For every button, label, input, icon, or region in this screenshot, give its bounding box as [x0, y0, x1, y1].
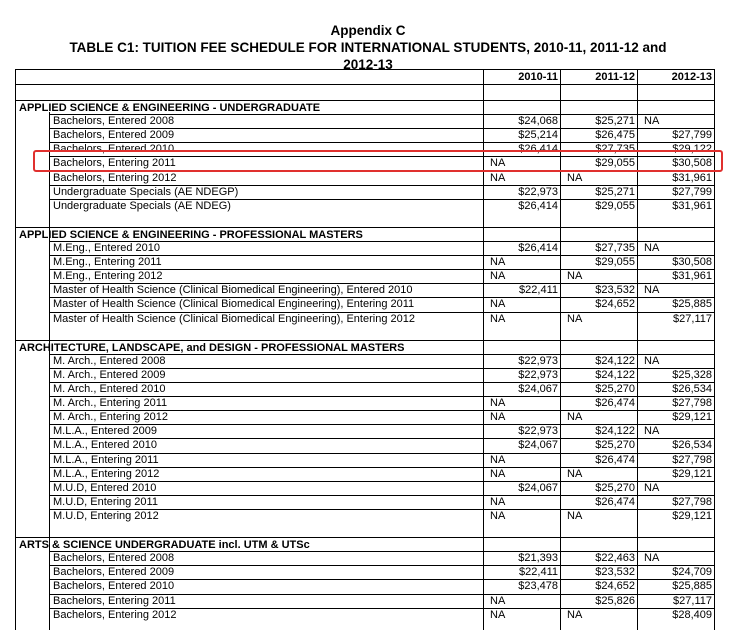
fee-cell-2010-11: NA [490, 312, 506, 325]
table-row [16, 608, 714, 622]
table-row [16, 114, 714, 128]
section-title: APPLIED SCIENCE & ENGINEERING - UNDERGRADUATE [19, 102, 321, 114]
fee-cell-2011-12: $24,122 [595, 368, 635, 381]
fee-cell-2010-11: NA [490, 495, 506, 508]
table-row [16, 171, 714, 185]
section-header [16, 340, 714, 355]
program-label: Bachelors, Entered 2010 [53, 143, 175, 156]
fee-cell-2010-11: $22,973 [518, 185, 558, 198]
fee-cell-2012-13: $29,121 [672, 411, 712, 424]
fee-cell-2011-12: NA [567, 467, 583, 480]
fee-cell-2012-13: $28,409 [672, 608, 712, 621]
fee-cell-2012-13: $31,961 [672, 270, 712, 283]
program-label: M. Arch., Entered 2008 [53, 354, 166, 367]
fee-cell-2011-12: $29,055 [595, 199, 635, 212]
fee-cell-2012-13: $25,885 [672, 298, 712, 311]
fee-cell-2010-11: $26,414 [518, 242, 558, 254]
fee-cell-2010-11: $24,067 [518, 481, 558, 494]
fee-cell-2011-12: $24,122 [595, 354, 635, 367]
table-row [16, 312, 714, 326]
table-row [16, 396, 714, 410]
fee-cell-2011-12: $27,735 [595, 143, 635, 156]
fee-cell-2010-11: $26,414 [518, 199, 558, 212]
fee-cell-2010-11: NA [490, 594, 506, 607]
table-row [16, 438, 714, 452]
fee-cell-2011-12: $25,271 [595, 185, 635, 198]
program-label: M. Arch., Entering 2011 [53, 397, 168, 410]
fee-cell-2012-13: NA [644, 115, 660, 128]
column-header-2010-11: 2010-11 [518, 71, 558, 83]
program-label: M. Arch., Entered 2010 [53, 383, 166, 395]
table-row [16, 453, 714, 467]
fee-cell-2010-11: $22,973 [518, 425, 558, 438]
program-label: M.Eng., Entering 2011 [53, 256, 162, 269]
header-row [16, 70, 714, 85]
fee-cell-2011-12: NA [567, 608, 583, 621]
program-label: Bachelors, Entered 2010 [53, 580, 175, 593]
program-label: M.U.D, Entering 2011 [53, 495, 158, 508]
fee-cell-2010-11: $23,478 [518, 580, 558, 593]
fee-cell-2012-13: $26,534 [672, 383, 712, 395]
fee-cell-2012-13: $27,799 [672, 129, 712, 142]
fee-cell-2010-11: $22,973 [518, 354, 558, 367]
fee-cell-2011-12: $25,270 [595, 439, 635, 452]
section-header [16, 227, 714, 242]
program-label: M. Arch., Entered 2009 [53, 368, 166, 381]
fee-cell-2010-11: NA [490, 171, 506, 184]
fee-cell-2011-12: $29,055 [595, 157, 635, 170]
fee-cell-2012-13: $31,961 [672, 199, 712, 212]
table-row [16, 410, 714, 424]
fee-cell-2012-13: $30,508 [672, 256, 712, 269]
table-row [16, 495, 714, 509]
table-row [16, 269, 714, 283]
fee-cell-2011-12: $24,652 [595, 580, 635, 593]
table-row [16, 297, 714, 311]
fee-cell-2012-13: NA [644, 481, 660, 494]
program-label: Bachelors, Entering 2011 [53, 157, 176, 170]
section-title: ARTS & SCIENCE UNDERGRADUATE incl. UTM & UTSc [19, 539, 310, 552]
fee-cell-2012-13: NA [644, 242, 660, 254]
table-row [16, 368, 714, 382]
fee-cell-2010-11: NA [490, 608, 506, 621]
fee-cell-2010-11: NA [490, 157, 506, 170]
fee-cell-2010-11: NA [490, 453, 506, 466]
fee-cell-2012-13: $27,798 [672, 495, 712, 508]
table-row [16, 241, 714, 255]
section-title: ARCHITECTURE, LANDSCAPE, and DESIGN - PROFESSIONAL MASTERS [19, 341, 405, 354]
program-label: M.L.A., Entering 2012 [53, 467, 160, 480]
table-row [16, 354, 714, 368]
fee-cell-2011-12: $24,652 [595, 298, 635, 311]
table-row [16, 481, 714, 495]
table-row [16, 382, 714, 396]
section-title: APPLIED SCIENCE & ENGINEERING - PROFESSIONAL MASTERS [19, 228, 363, 241]
fee-cell-2010-11: NA [490, 270, 506, 283]
fee-cell-2012-13: NA [644, 284, 660, 297]
program-label: Undergraduate Specials (AE NDEGP) [53, 185, 239, 198]
fee-cell-2012-13: NA [644, 354, 660, 367]
fee-cell-2011-12: $25,271 [595, 115, 635, 128]
fee-cell-2010-11: $21,393 [518, 552, 558, 565]
fee-cell-2010-11: NA [490, 397, 506, 410]
table-row [16, 424, 714, 438]
program-label: M.L.A., Entered 2010 [53, 439, 157, 452]
program-label: M.U.D, Entering 2012 [53, 509, 159, 522]
fee-cell-2012-13: $27,117 [673, 594, 712, 607]
fee-cell-2012-13: $25,328 [672, 368, 712, 381]
fee-cell-2011-12: $24,122 [595, 425, 635, 438]
program-label: Bachelors, Entered 2009 [53, 129, 175, 142]
fee-cell-2012-13: NA [644, 552, 660, 565]
fee-cell-2012-13: $27,799 [672, 185, 712, 198]
fee-cell-2011-12: $25,270 [595, 481, 635, 494]
program-label: Bachelors, Entered 2008 [53, 552, 175, 565]
program-label: Master of Health Science (Clinical Biomedical Engineering), Entering 2011 [53, 298, 415, 311]
fee-cell-2011-12: $26,474 [595, 453, 635, 466]
program-label: Bachelors, Entered 2008 [53, 115, 175, 128]
table-title: TABLE C1: TUITION FEE SCHEDULE FOR INTERNATIONAL STUDENTS, 2010-11, 2011-12 and [69, 40, 667, 55]
fee-cell-2011-12: NA [567, 509, 583, 522]
program-label: Bachelors, Entering 2011 [53, 594, 176, 607]
fee-cell-2012-13: $30,508 [672, 157, 712, 170]
section-header [16, 100, 714, 115]
column-header-2011-12: 2011-12 [595, 71, 635, 83]
fee-cell-2011-12: $26,475 [595, 129, 635, 142]
table-row [16, 551, 714, 565]
appendix-heading: Appendix C [330, 23, 406, 38]
fee-cell-2011-12: $22,463 [595, 552, 635, 565]
program-label: Bachelors, Entering 2012 [53, 608, 177, 621]
fee-cell-2010-11: NA [490, 256, 506, 269]
table-row [16, 509, 714, 523]
program-label: Master of Health Science (Clinical Biomedical Engineering), Entered 2010 [53, 284, 413, 297]
fee-cell-2012-13: $29,122 [672, 143, 712, 156]
fee-cell-2010-11: $24,067 [518, 439, 558, 452]
fee-cell-2011-12: $25,270 [595, 383, 635, 395]
section-header [16, 537, 714, 552]
fee-cell-2011-12: $26,474 [595, 397, 635, 410]
column-header-2012-13: 2012-13 [671, 71, 712, 83]
fee-cell-2012-13: $24,709 [672, 566, 712, 579]
fee-cell-2011-12: $25,826 [595, 594, 635, 607]
program-label: M.L.A., Entering 2011 [53, 453, 159, 466]
fee-cell-2010-11: $24,068 [518, 115, 558, 128]
table-row [16, 467, 714, 481]
table-row [16, 199, 714, 213]
program-label: M.Eng., Entered 2010 [53, 242, 161, 254]
program-label: Master of Health Science (Clinical Biomedical Engineering), Entering 2012 [53, 312, 415, 325]
fee-cell-2012-13: $27,117 [673, 312, 712, 325]
fee-cell-2010-11: $22,411 [519, 284, 558, 297]
fee-cell-2010-11: $25,214 [518, 129, 558, 142]
fee-cell-2010-11: $22,411 [519, 566, 558, 579]
program-label: Bachelors, Entered 2009 [53, 566, 175, 579]
program-label: M. Arch., Entering 2012 [53, 411, 168, 424]
program-label: M.L.A., Entered 2009 [53, 425, 157, 438]
table-row [16, 185, 714, 199]
fee-cell-2010-11: $26,414 [518, 143, 558, 156]
table-row [16, 255, 714, 269]
fee-cell-2010-11: $24,067 [518, 383, 558, 395]
table-title-continued: 2012-13 [343, 57, 393, 72]
fee-cell-2012-13: $31,961 [672, 171, 712, 184]
fee-cell-2012-13: $25,885 [672, 580, 712, 593]
table-row [16, 283, 714, 297]
fee-cell-2011-12: $23,532 [595, 284, 635, 297]
fee-cell-2010-11: NA [490, 467, 506, 480]
fee-cell-2010-11: NA [490, 509, 506, 522]
fee-cell-2011-12: NA [567, 411, 583, 424]
fee-cell-2012-13: $26,534 [672, 439, 712, 452]
fee-cell-2011-12: NA [567, 270, 583, 283]
fee-cell-2010-11: $22,973 [518, 368, 558, 381]
table-row [16, 594, 714, 608]
fee-cell-2010-11: NA [490, 411, 506, 424]
fee-cell-2011-12: NA [567, 312, 583, 325]
program-label: M.U.D, Entered 2010 [53, 481, 157, 494]
fee-cell-2011-12: $27,735 [595, 242, 635, 254]
highlight-box [33, 150, 723, 172]
fee-cell-2011-12: $26,474 [595, 495, 635, 508]
table-row [16, 579, 714, 593]
program-label: Bachelors, Entering 2012 [53, 171, 177, 184]
fee-cell-2012-13: $27,798 [672, 397, 712, 410]
fee-cell-2011-12: $29,055 [595, 256, 635, 269]
fee-cell-2010-11: NA [490, 298, 506, 311]
fee-cell-2012-13: $27,798 [672, 453, 712, 466]
table-row [16, 128, 714, 142]
fee-cell-2012-13: $29,121 [672, 509, 712, 522]
fee-cell-2012-13: $29,121 [672, 467, 712, 480]
fee-cell-2011-12: $23,532 [595, 566, 635, 579]
table-row [16, 565, 714, 579]
program-label: Undergraduate Specials (AE NDEG) [53, 199, 231, 212]
program-label: M.Eng., Entering 2012 [53, 270, 163, 283]
fee-cell-2011-12: NA [567, 171, 583, 184]
fee-cell-2012-13: NA [644, 425, 660, 438]
